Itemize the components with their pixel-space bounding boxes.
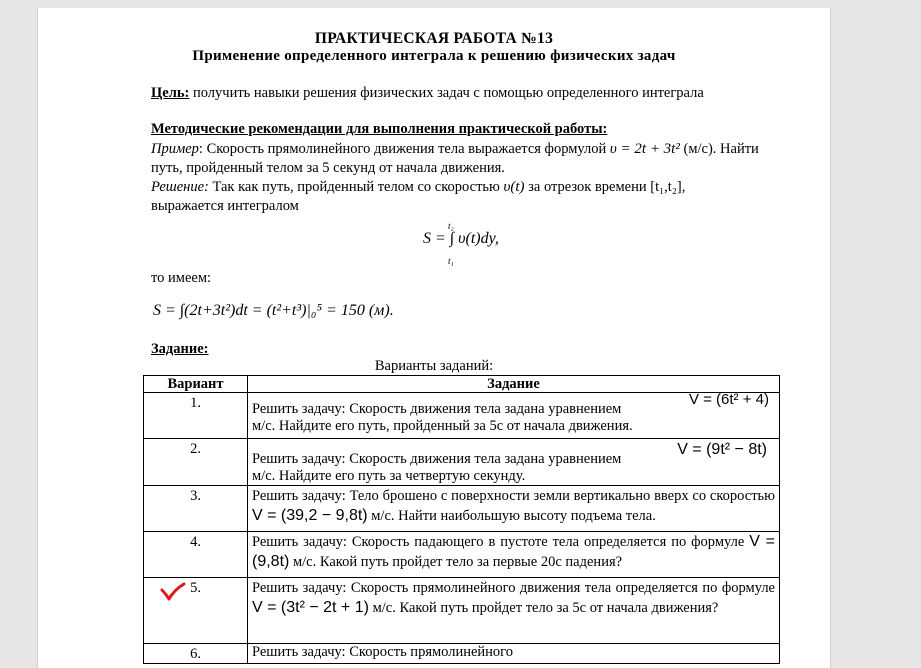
variants-caption: Варианты заданий: xyxy=(374,358,494,374)
tasks-table xyxy=(143,375,780,664)
task-formula: V = (3t² − 2t + 1) xyxy=(252,599,369,616)
task-text: м/с. Какой путь пройдет тело за первые 20с падения? xyxy=(292,554,623,570)
task-formula: V = (6t² + 4) xyxy=(688,391,769,408)
result-formula: S = ∫(2t+3t²)dt = (t²+t³)|₀⁵ = 150 (м). xyxy=(153,302,394,319)
methods-heading: Методические рекомендации для выполнения практической работы: xyxy=(151,121,608,137)
solution-label: Решение: xyxy=(151,179,209,195)
solution-text-3: выражается интегралом xyxy=(151,198,299,214)
integral-upper: t₂ xyxy=(448,221,454,231)
task-text: Решить задачу: Скорость падающего в пустоте тела определяется по формуле xyxy=(252,534,745,550)
task-text: Решить задачу: Скорость прямолинейного движения тела определяется по формуле xyxy=(252,580,775,596)
solution-text-2: за отрезок времени [t₁,t₂], xyxy=(528,179,686,195)
example-text-2: (м/с). Найти путь, пройденный телом за 5 секунд от начала движения. xyxy=(151,141,759,176)
task-cell xyxy=(248,644,780,664)
top-toolbar xyxy=(0,0,921,8)
example-label: Пример xyxy=(151,141,199,157)
task-cell xyxy=(248,393,780,439)
col-variant-header: Вариант xyxy=(144,376,248,393)
table-row xyxy=(144,644,780,664)
variant-number-wrap xyxy=(190,580,201,596)
task-formula: V = (39,2 − 9,8t) xyxy=(252,507,368,524)
task-text: м/с. Найдите его путь, пройденный за 5с от начала движения. xyxy=(252,418,633,434)
goal-label: Цель: xyxy=(151,85,190,101)
task-cell xyxy=(248,578,780,644)
task-cell xyxy=(248,532,780,578)
red-checkmark-icon xyxy=(160,582,186,602)
task-formula: V = (9,8t) xyxy=(252,533,775,570)
page-subtitle: Применение определенного интеграла к решению физических задач xyxy=(192,48,676,64)
task-formula: V = (9t² − 8t) xyxy=(677,441,767,458)
assignment-heading: Задание: xyxy=(151,341,209,357)
variant-number: 4. xyxy=(144,532,248,578)
integral-lower: t₁ xyxy=(448,256,454,266)
task-text: Решить задачу: Скорость движения тела задана уравнением xyxy=(252,451,622,467)
document-page xyxy=(37,8,831,668)
task-text: Решить задачу: Скорость движения тела задана уравнением xyxy=(252,401,622,417)
solution-formula: υ(t) xyxy=(503,179,525,195)
variant-number: 3. xyxy=(144,486,248,532)
variant-number: 5. xyxy=(190,580,201,596)
task-text: м/с. Найдите его путь за четвертую секунду. xyxy=(252,468,526,484)
integral-formula: S = ∫ υ(t)dy, xyxy=(423,230,499,247)
example-paragraph xyxy=(151,140,781,178)
solution-line xyxy=(151,179,685,196)
goal-text: получить навыки решения физических задач с помощью определенного интеграла xyxy=(192,85,704,101)
table-row xyxy=(144,486,780,532)
table-row xyxy=(144,393,780,439)
table-row xyxy=(144,439,780,486)
col-task-header: Задание xyxy=(248,376,780,393)
then-text: то имеем: xyxy=(151,270,212,286)
task-cell xyxy=(248,486,780,532)
task-text: м/с. Найти наибольшую высоту подъема тела. xyxy=(371,508,656,524)
task-text: Решить задачу: Скорость прямолинейного xyxy=(252,644,514,660)
task-text: м/с. Какой путь пройдет тело за 5с от начала движения? xyxy=(372,600,719,616)
variant-number: 1. xyxy=(144,393,248,439)
table-row xyxy=(144,532,780,578)
table-row xyxy=(144,578,780,644)
variant-number: 2. xyxy=(144,439,248,486)
task-text: Решить задачу: Тело брошено с поверхности земли вертикально вверх со скоростью xyxy=(252,488,775,504)
page-title: ПРАКТИЧЕСКАЯ РАБОТА №13 xyxy=(314,30,554,47)
example-text-1: : Скорость прямолинейного движения тела выражается формулой xyxy=(198,141,607,157)
task-cell xyxy=(248,439,780,486)
solution-text-1: Так как путь, пройденный телом со скоростью xyxy=(212,179,500,195)
example-formula: υ = 2t + 3t² xyxy=(609,141,680,157)
variant-number-cell xyxy=(144,578,248,644)
variant-number: 6. xyxy=(144,644,248,664)
goal-line xyxy=(151,85,704,102)
